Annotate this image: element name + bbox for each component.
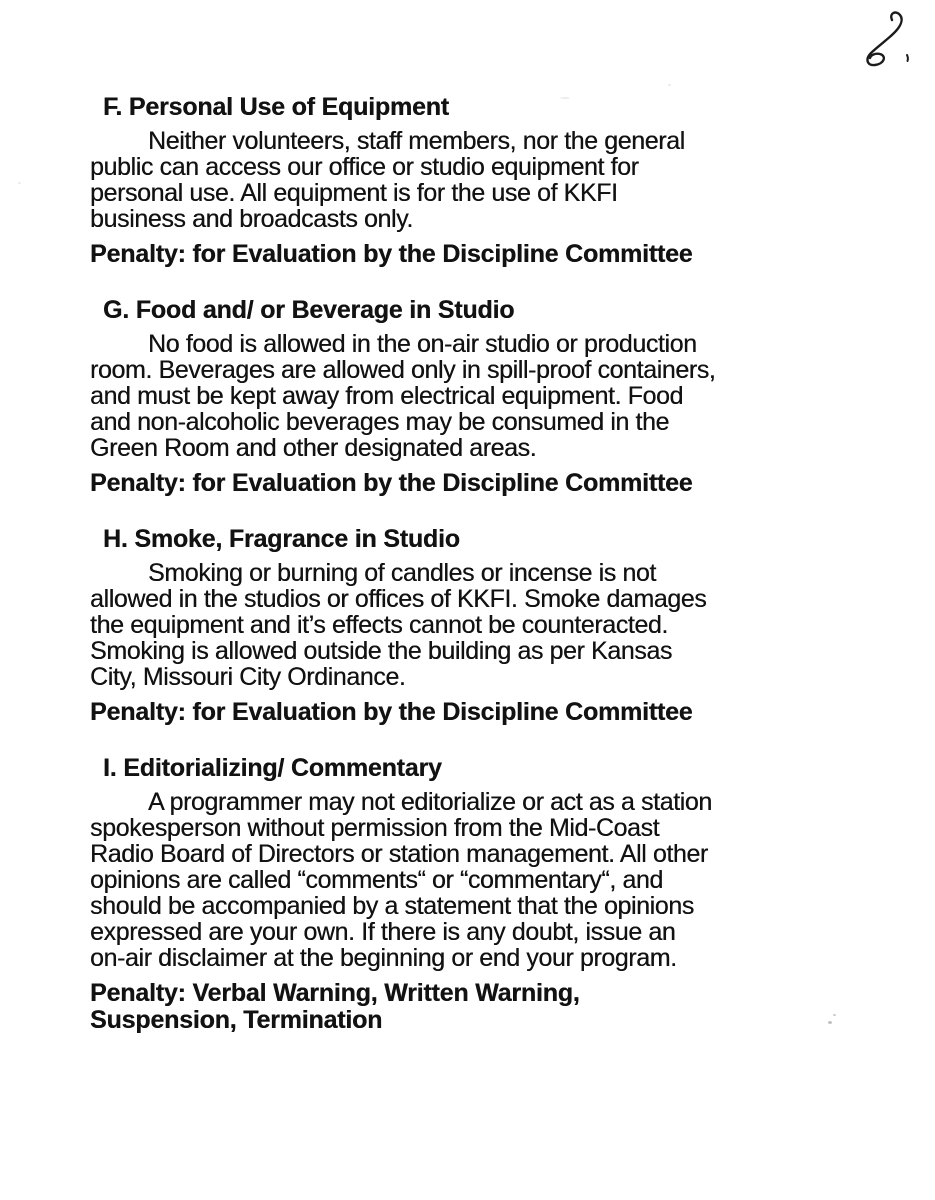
section-i-editorializing-commentary: [90, 755, 890, 1034]
section-heading: G. Food and/ or Beverage in Studio: [103, 296, 515, 324]
body-line: and non-alcoholic beverages may be consumed in the: [90, 408, 669, 436]
penalty-line: Penalty: Verbal Warning, Written Warning,: [90, 979, 580, 1007]
body-line: Smoking or burning of candles or incense is not: [148, 559, 656, 587]
body-line: personal use. All equipment is for the use of KKFI: [90, 179, 618, 207]
body-line: on-air disclaimer at the beginning or end your program.: [90, 944, 677, 972]
section-heading: H. Smoke, Fragrance in Studio: [103, 525, 460, 553]
penalty-line: Penalty: for Evaluation by the Discipline Committee: [90, 240, 693, 268]
body-line: the equipment and it’s effects cannot be counteracted.: [90, 611, 668, 639]
section-h-smoke-fragrance-in-studio: [90, 526, 890, 726]
body-line: City, Missouri City Ordinance.: [90, 663, 406, 691]
penalty-statement: [90, 980, 890, 1034]
handwritten-comma: [907, 55, 908, 61]
section-paragraph: [90, 128, 890, 232]
scan-speck: [668, 84, 671, 86]
penalty-statement: [90, 470, 890, 497]
penalty-line: Suspension, Termination: [90, 1006, 383, 1034]
body-line: room. Beverages are allowed only in spill-proof containers,: [90, 356, 716, 384]
body-line: opinions are called “comments“ or “commentary“, and: [90, 866, 663, 894]
body-line: expressed are your own. If there is any doubt, issue an: [90, 918, 676, 946]
section-g-food-or-beverage-in-studio: [90, 297, 890, 497]
body-line: Smoking is allowed outside the building as per Kansas: [90, 637, 672, 665]
body-line: business and broadcasts only.: [90, 205, 413, 233]
penalty-line: Penalty: for Evaluation by the Discipline Committee: [90, 698, 693, 726]
section-paragraph: [90, 789, 890, 971]
body-line: No food is allowed in the on-air studio or production: [148, 330, 697, 358]
scan-speck: [560, 97, 570, 99]
section-f-personal-use-of-equipment: [90, 94, 890, 268]
body-line: Neither volunteers, staff members, nor the general: [148, 127, 685, 155]
body-line: and must be kept away from electrical equipment. Food: [90, 382, 683, 410]
penalty-statement: [90, 241, 890, 268]
handwritten-page-number: [858, 8, 912, 70]
body-line: Radio Board of Directors or station management. All other: [90, 840, 708, 868]
body-line: public can access our office or studio equipment for: [90, 153, 639, 181]
body-line: should be accompanied by a statement that the opinions: [90, 892, 694, 920]
handwritten-digit-2: [868, 13, 902, 66]
body-line: spokesperson without permission from the Mid-Coast: [90, 814, 660, 842]
section-heading: I. Editorializing/ Commentary: [103, 754, 442, 782]
body-line: allowed in the studios or offices of KKFI. Smoke damages: [90, 585, 707, 613]
document-body: [90, 94, 890, 1063]
scan-speck: [828, 1021, 832, 1024]
penalty-statement: [90, 699, 890, 726]
scan-speck: [18, 182, 21, 184]
section-heading: F. Personal Use of Equipment: [103, 93, 449, 121]
body-line: Green Room and other designated areas.: [90, 434, 537, 462]
penalty-line: Penalty: for Evaluation by the Discipline Committee: [90, 469, 693, 497]
scan-speck: [833, 1014, 836, 1016]
body-line: A programmer may not editorialize or act as a station: [148, 788, 712, 816]
section-paragraph: [90, 331, 890, 461]
section-paragraph: [90, 560, 890, 690]
